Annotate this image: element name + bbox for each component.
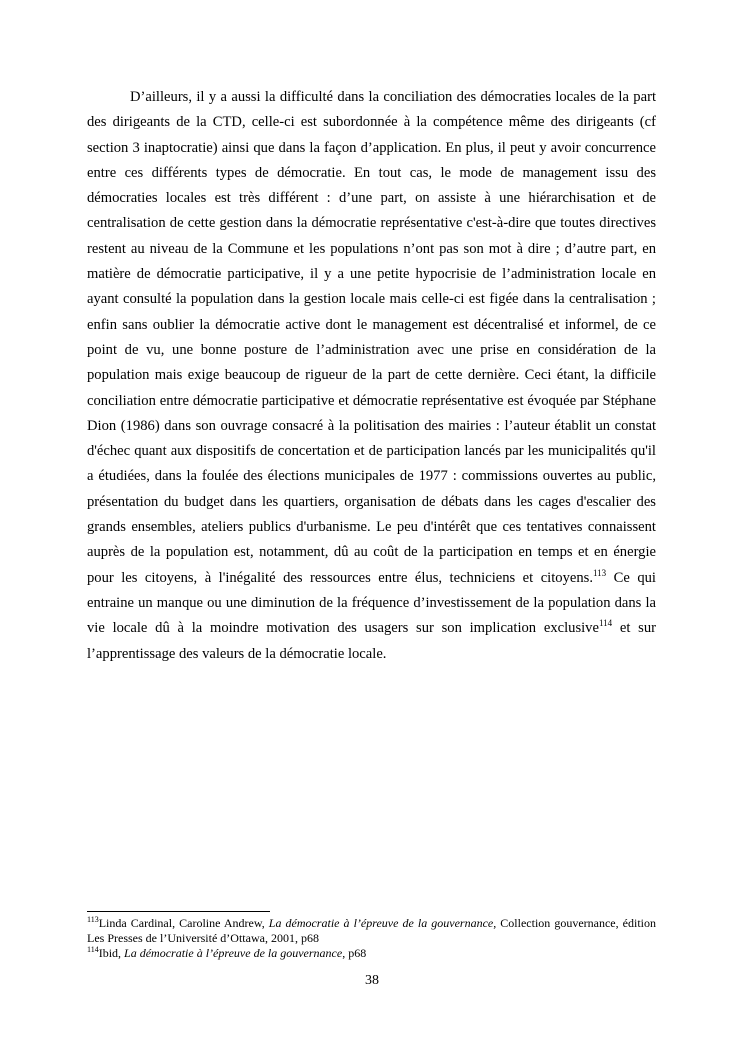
footnote-ref-113[interactable]: 113 (592, 567, 607, 578)
footnotes (87, 916, 656, 961)
footnote-number: 113 (87, 915, 99, 924)
footnote-book-title: La démocratie à l’épreuve de la gouvernance (124, 946, 343, 960)
body-paragraph (87, 85, 656, 667)
footnote-text: , Collection gouvernance, édition Les Presses de l’Université d’Ottawa, 2001, p68 (87, 916, 657, 945)
paragraph-text-1: D’ailleurs, il y a aussi la difficulté dans la conciliation des démocraties locales de la part des dirigeants de la CTD, celle-ci est subordonnée à la compétence même des dirigeants (cf section 3 inaptocratie) ainsi que dans la façon d’application. En plus, il peut y avoir concurrence entre ces différents types de démocratie. En tout cas, le mode de management issu des démocraties locales est très différent : d’une part, on assiste à une hiérarchisation et de centralisation de cette gestion dans la démocratie représentative c'est-à-dire que toutes directives restent au niveau de la Commune et les populations n’ont pas son mot à dire ; d’autre part, en matière de démocratie participative, il y a une petite hypocrisie de l’administration locale en ayant consulté la population dans la gestion locale mais celle-ci est figée dans la centralisation ; enfin sans oublier la démocratie active dont le management est décentralisé et informel, de ce point de vu, une bonne posture de l’administration avec une prise en considération de la population mais exige beaucoup de rigueur de la part de cette dernière. Ceci étant, la difficile conciliation entre démocratie participative et démocratie représentative est évoquée par Stéphane Dion (1986) dans son ouvrage consacré à la politisation des mairies : l’auteur établit un constat d'échec quant aux dispositifs de concertation et de participation lancés par les municipalités qu'il a étudiées, dans la foulée des élections municipales de 1977 : commissions ouvertes au public, présentation du budget dans les quartiers, organisation de débats dans les cages d'escalier des grands ensembles, ateliers publics d'urbanisme. Le peu d'intérêt que ces tentatives connaissent auprès de la population est, notamment, dû au coût de la participation en temps et en énergie pour les citoyens, à l'inégalité des ressources entre élus, techniciens et citoyens. (87, 89, 656, 586)
footnote-ref-114[interactable]: 114 (598, 618, 613, 629)
footnote-text: Linda Cardinal, Caroline Andrew, (98, 916, 269, 930)
footnote-book-title: La démocratie à l’épreuve de la gouvernance (268, 916, 494, 930)
page-number: 38 (365, 973, 379, 988)
footnote-number: 114 (87, 945, 99, 954)
footnote-114 (87, 946, 656, 961)
paragraph-text-2: Ce qui entraine un manque ou une diminution de la fréquence d’investissement de la population dans la vie locale dû à la moindre motivation des usagers sur son implication exclusive (87, 569, 656, 637)
footnote-text: , p68 (342, 946, 367, 960)
footnote-text: Ibid, (98, 946, 125, 960)
footnote-separator (87, 911, 270, 912)
footnote-113 (87, 916, 656, 946)
paragraph-text-3: et sur l’apprentissage des valeurs de la démocratie locale. (87, 620, 656, 662)
